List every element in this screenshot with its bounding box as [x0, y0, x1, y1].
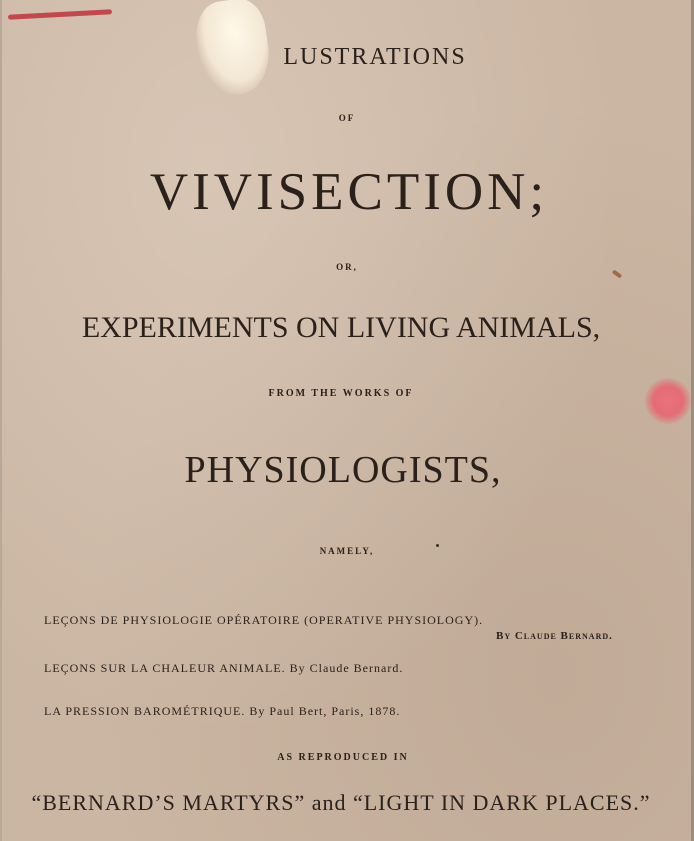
- title-illustrations: LUSTRATIONS: [283, 44, 467, 70]
- scan-edge-left: [0, 0, 2, 841]
- main-title: VIVISECTION;: [149, 163, 549, 221]
- work-2-title: LEÇONS SUR LA CHALEUR ANIMALE. By Claude Bernard.: [44, 661, 404, 675]
- word-of: OF: [338, 113, 356, 123]
- word-or: OR,: [336, 262, 358, 272]
- from-the-works-of: FROM THE WORKS OF: [268, 388, 414, 399]
- work-1-author: By Claude Bernard.: [496, 630, 613, 642]
- subtitle: EXPERIMENTS ON LIVING ANIMALS,: [81, 311, 601, 344]
- red-stain: [645, 378, 691, 424]
- work-3-title: LA PRESSION BAROMÉTRIQUE. By Paul Bert, Paris, 1878.: [44, 704, 401, 718]
- as-reproduced-in: AS REPRODUCED IN: [277, 752, 409, 763]
- red-pencil-mark: [8, 9, 112, 19]
- work-1-title: LEÇONS DE PHYSIOLOGIE OPÉRATOIRE (OPERATIVE PHYSIOLOGY).: [44, 613, 484, 627]
- physiologists: PHYSIOLOGISTS,: [184, 449, 502, 491]
- bottom-title: “BERNARD’S MARTYRS” and “LIGHT IN DARK PLACES.”: [31, 790, 651, 815]
- namely: NAMELY,: [319, 546, 375, 556]
